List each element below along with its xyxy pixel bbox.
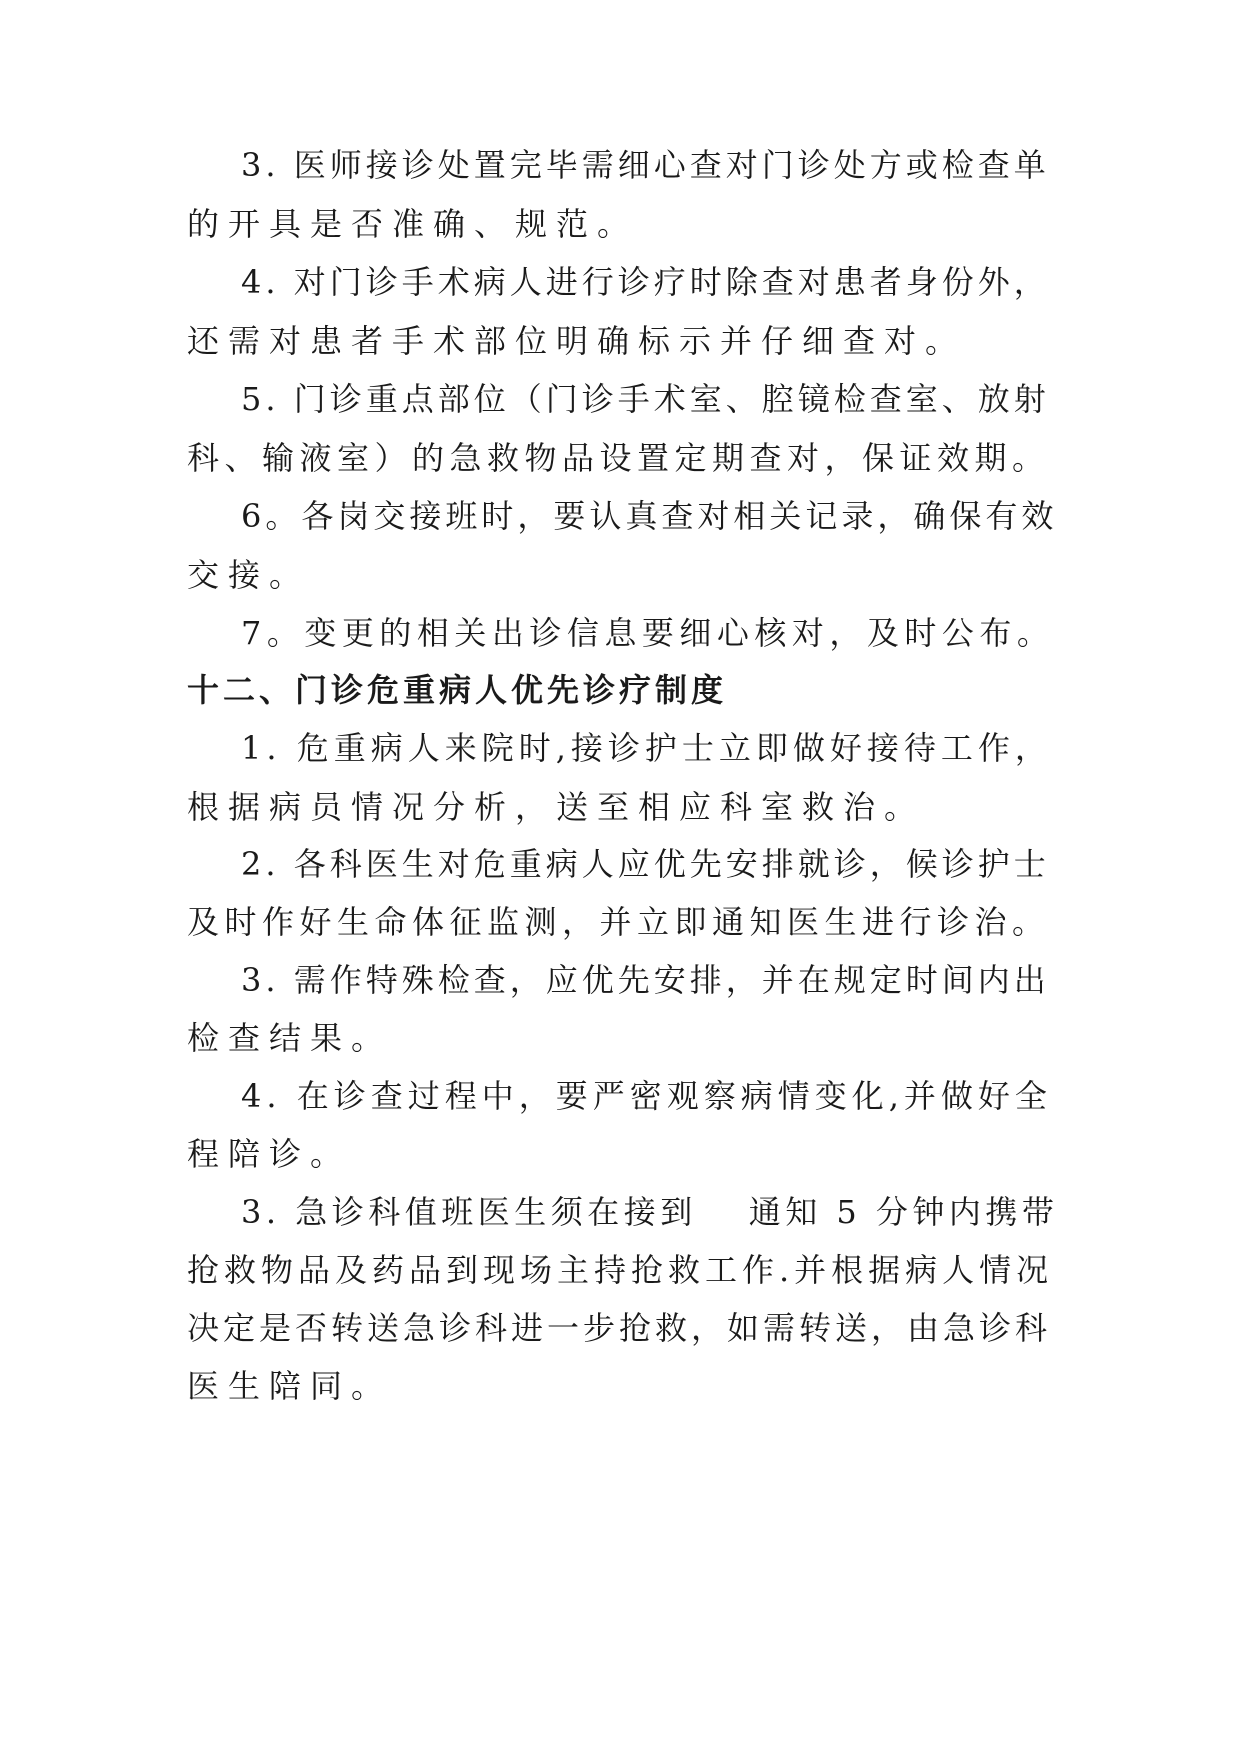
paragraph-6-line-2: 交接。 <box>187 556 311 594</box>
section-heading: 十二、门诊危重病人优先诊疗制度 <box>187 671 728 709</box>
section-item-5-line-1-start: 3. 急诊科值班医生须在接到 <box>241 1193 697 1231</box>
section-item-5-line-1-end: 通知 5 分钟内携带 <box>748 1193 1059 1231</box>
section-item-2-line-2: 及时作好生命体征监测，并立即通知医生进行诊治。 <box>187 903 1050 941</box>
paragraph-4-line-1: 4. 对门诊手术病人进行诊疗时除查对患者身份外， <box>241 263 1050 301</box>
section-item-1-line-1: 1. 危重病人来院时,接诊护士立即做好接待工作， <box>241 729 1052 767</box>
paragraph-3-line-2: 的开具是否准确、规范。 <box>187 205 639 243</box>
section-item-4-line-2: 程陪诊。 <box>187 1135 352 1173</box>
paragraph-4-line-2: 还需对患者手术部位明确标示并仔细查对。 <box>187 322 967 360</box>
section-item-2-line-1: 2. 各科医生对危重病人应优先安排就诊，候诊护士 <box>241 845 1050 883</box>
section-item-5-line-1 <box>241 1188 1057 1236</box>
section-item-3-line-1: 3. 需作特殊检查，应优先安排，并在规定时间内出 <box>241 961 1050 999</box>
paragraph-5-line-2: 科、输液室）的急救物品设置定期查对，保证效期。 <box>187 439 1050 477</box>
paragraph-7-line-1: 7。变更的相关出诊信息要细心核对，及时公布。 <box>241 614 1055 652</box>
section-item-1-line-2: 根据病员情况分析，送至相应科室救治。 <box>187 788 926 826</box>
section-item-5-line-4: 医生陪同。 <box>187 1367 393 1405</box>
paragraph-5-line-1: 5. 门诊重点部位（门诊手术室、腔镜检查室、放射 <box>241 380 1050 418</box>
section-item-5-line-2: 抢救物品及药品到现场主持抢救工作.并根据病人情况 <box>187 1251 1054 1289</box>
section-item-3-line-2: 检查结果。 <box>187 1019 393 1057</box>
paragraph-6-line-1: 6。各岗交接班时，要认真查对相关记录，确保有效 <box>241 497 1058 535</box>
paragraph-3-line-1: 3. 医师接诊处置完毕需细心查对门诊处方或检查单 <box>241 146 1050 184</box>
section-item-4-line-1: 4. 在诊查过程中，要严密观察病情变化,并做好全 <box>241 1077 1052 1115</box>
section-item-5-line-3: 决定是否转送急诊科进一步抢救，如需转送，由急诊科 <box>187 1309 1052 1347</box>
